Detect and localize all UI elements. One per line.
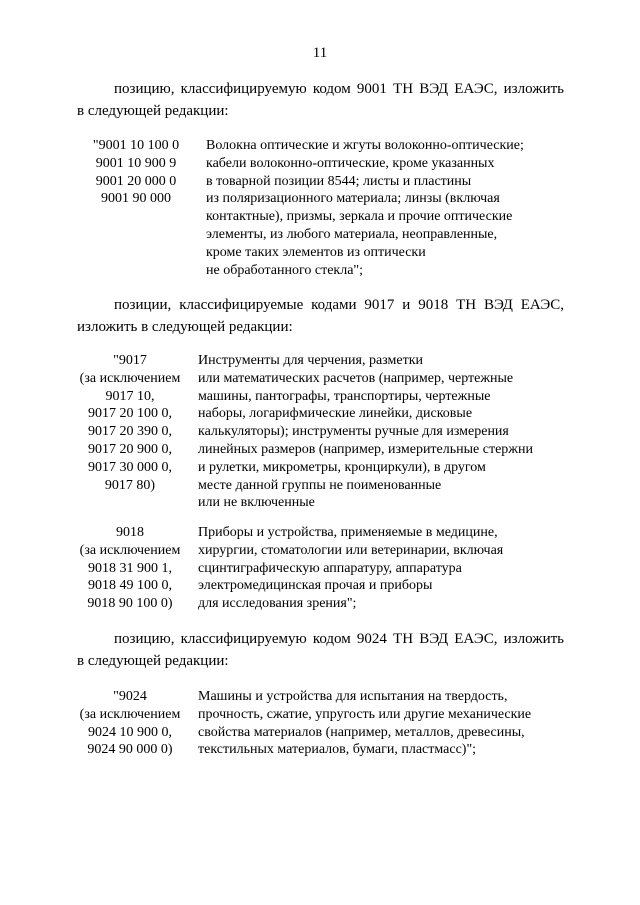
code-line: (за исключением [79,542,181,558]
description-line: контактные), призмы, зеркала и прочие оптические [206,209,513,225]
description-line: или не включенные [198,495,315,511]
code-line: 9018 90 100 0) [87,596,173,612]
entry-description [198,352,533,512]
code-line: (за исключением [79,706,181,722]
description-line: прочность, сжатие, упругость или другие механические [198,706,532,722]
description-line: не обработанного стекла"; [206,262,364,278]
code-line: 9001 20 000 0 [95,173,177,189]
entry-codes [70,688,190,759]
code-line: 9017 10, [105,388,155,404]
code-line: 9018 [116,525,144,540]
description-line: электромедицинская прочая и приборы [198,578,433,594]
entry-codes [80,137,192,208]
page-number: 11 [312,45,328,61]
intro-paragraph-9017-9018 [77,294,564,338]
intro-line: в следующей редакции: [77,653,229,669]
code-line: 9001 90 000 [101,191,171,207]
code-line: 9017 20 390 0, [88,424,172,440]
intro-line: изложить в следующей редакции: [77,319,293,335]
entry-codes [70,352,190,494]
entry-description [198,524,503,613]
code-line: 9017 20 100 0, [88,406,172,422]
description-line: Машины и устройства для испытания на твердость, [198,689,508,704]
intro-line: позицию, классифицируемую кодом 9024 ТН ВЭД ЕАЭС, изложить [114,631,564,647]
code-line: 9017 80) [104,477,156,493]
description-line: линейных размеров (например, измерительные стержни [198,441,533,457]
description-line: месте данной группы не поименованные [198,477,442,493]
code-line: (за исключением [79,370,181,386]
description-line: кроме таких элементов из оптически [206,244,426,260]
description-line: элементы, из любого материала, неоправленные, [206,226,498,242]
description-line: машины, пантографы, транспортиры, чертежные [198,388,491,404]
description-line: и рулетки, микрометры, кронциркули), в другом [198,459,486,475]
code-line: 9018 31 900 1, [88,560,172,576]
description-line: для исследования зрения"; [198,596,357,612]
intro-line: позицию, классифицируемую кодом 9001 ТН ВЭД ЕАЭС, изложить [114,81,564,97]
description-line: сцинтиграфическую аппаратуру, аппаратура [198,560,462,576]
description-line: или математических расчетов (например, чертежные [198,370,514,386]
description-line: свойства материалов (например, металлов, древесины, [198,724,525,740]
intro-line: позиции, классифицируемые кодами 9017 и 9018 ТН ВЭД ЕАЭС, [114,297,564,313]
code-line: "9001 10 100 0 [92,138,180,153]
code-line: 9001 10 900 9 [95,155,177,171]
description-line: наборы, логарифмические линейки, дисковые [198,406,473,422]
code-line: 9017 30 000 0, [88,459,172,475]
code-line: 9024 10 900 0, [88,724,172,740]
intro-line: в следующей редакции: [77,103,229,119]
description-line: текстильных материалов, бумаги, пластмасс)"; [198,742,477,758]
code-line: 9024 90 000 0) [87,742,173,758]
description-line: кабели волоконно-оптические, кроме указанных [206,155,495,171]
code-line: 9018 49 100 0, [88,578,172,594]
intro-paragraph-9024 [77,628,564,672]
intro-paragraph-9001 [77,78,564,122]
description-line: из поляризационного материала; линзы (включая [206,191,500,207]
entry-codes [70,524,190,613]
code-line: "9024 [113,689,147,704]
entry-description [206,137,524,279]
description-line: Волокна оптические и жгуты волоконно-оптические; [206,138,524,153]
description-line: Приборы и устройства, применяемые в медицине, [198,525,498,540]
description-line: Инструменты для черчения, разметки [198,353,423,368]
code-line: 9017 20 900 0, [88,441,172,457]
entry-description [198,688,531,759]
description-line: хирургии, стоматологии или ветеринарии, включая [198,542,504,558]
description-line: калькуляторы); инструменты ручные для измерения [198,424,509,440]
code-line: "9017 [113,353,147,368]
description-line: в товарной позиции 8544; листы и пластины [206,173,472,189]
